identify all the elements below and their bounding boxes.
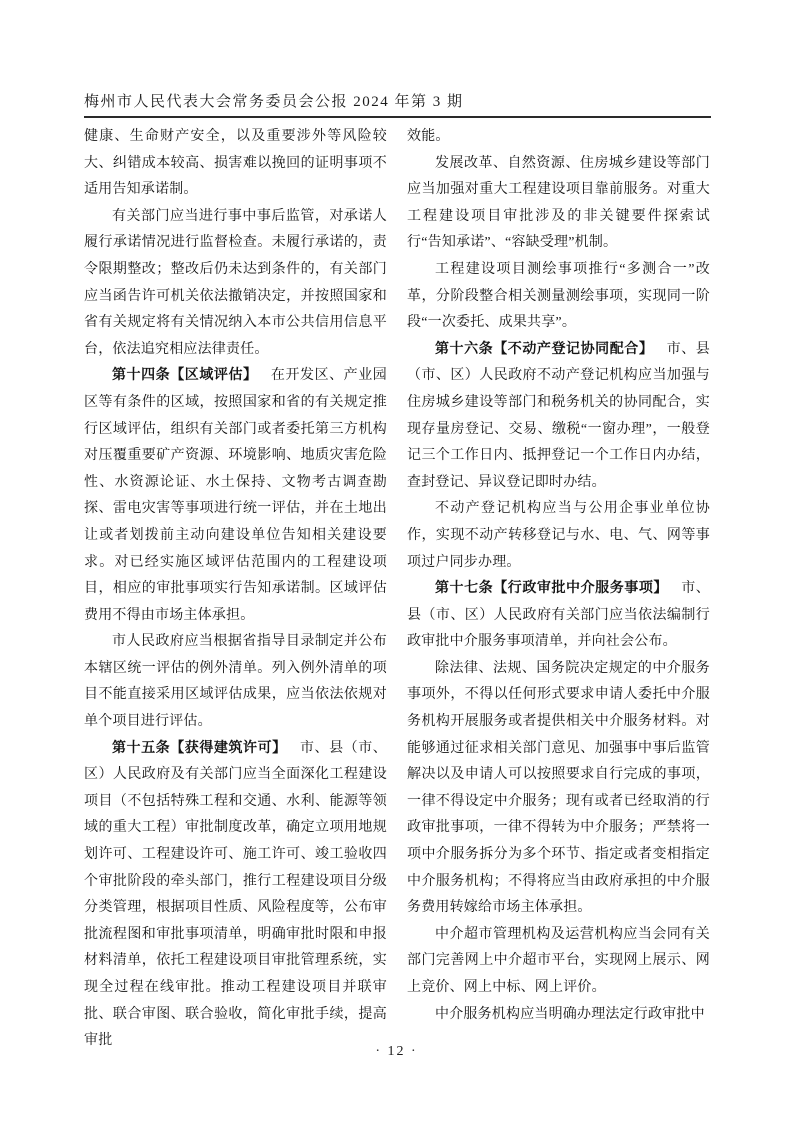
paragraph <box>84 204 387 364</box>
paragraph-text: 中介服务机构应当明确办理法定行政审批中 <box>435 1006 705 1022</box>
paragraph <box>84 124 387 204</box>
page-number: · 12 · <box>375 1044 418 1059</box>
right-column <box>407 124 710 1055</box>
two-column-body <box>84 124 711 1055</box>
paragraph-text: 市人民政府应当根据省指导目录制定并公布本辖区统一评估的例外清单。列入例外清单的项目不能直接采用区域评估成果，应当依法依规对单个项目进行评估。 <box>84 634 387 730</box>
paragraph <box>84 629 387 735</box>
article-paragraph <box>84 363 387 629</box>
article-paragraph <box>84 736 387 1055</box>
paragraph <box>407 656 710 922</box>
article-heading: 第十七条【行政审批中介服务事项】 <box>435 581 668 597</box>
article-heading: 第十五条【获得建筑许可】 <box>112 740 287 756</box>
article-paragraph <box>407 337 710 497</box>
header-divider <box>84 116 711 118</box>
paragraph <box>407 1002 710 1029</box>
paragraph-text: 工程建设项目测绘事项推行“多测合一”改革，分阶段整合相关测量测绘事项，实现同一阶段“一次委托、成果共享”。 <box>407 261 710 331</box>
left-column <box>84 124 387 1055</box>
paragraph-text: 不动产登记机构应当与公用企事业单位协作，实现不动产转移登记与水、电、气、网等事项过户同步办理。 <box>407 501 710 570</box>
paragraph-text: 市、县（市、区）人民政府及有关部门应当全面深化工程建设项目（不包括特殊工程和交通、水利、能源等领域的重大工程）审批制度改革，确定立项用地规划许可、工程建设许可、施工许可、竣工验收四个审批阶段的牵头部门，推行工程建设项目分级分类管理，根据项目性质、风险程度等，公布审批流程图和审批事项清单，明确审批时限和申报材料清单，依托工程建设项目审批管理系统，实现全过程在线审批。推动工程建设项目并联审批、联合审图、联合验收，简化审批手续，提高审批 <box>84 740 387 1049</box>
paragraph <box>407 496 710 576</box>
article-heading: 第十六条【不动产登记协同配合】 <box>435 341 654 357</box>
paragraph-text: 健康、生命财产安全，以及重要涉外等风险较大、纠错成本较高、损害难以挽回的证明事项不适用告知承诺制。 <box>84 129 387 198</box>
paragraph-text: 市、县（市、区）人民政府有关部门应当依法编制行政审批中介服务事项清单，并向社会公布。 <box>407 581 710 650</box>
paragraph <box>407 151 710 257</box>
article-paragraph <box>407 576 710 656</box>
paragraph-text: 除法律、法规、国务院决定规定的中介服务事项外，不得以任何形式要求申请人委托中介服务机构开展服务或者提供相关中介服务材料。对能够通过征求相关部门意见、加强事中事后监管解决以及申请人可以按照要求自行完成的事项，一律不得设定中介服务；现有或者已经取消的行政审批事项，一律不得转为中介服务；严禁将一项中介服务拆分为多个环节、指定或者变相指定中介服务机构；不得将应当由政府承担的中介服务费用转嫁给市场主体承担。 <box>407 660 710 916</box>
paragraph-text: 中介超市管理机构及运营机构应当会同有关部门完善网上中介超市平台，实现网上展示、网上竞价、网上中标、网上评价。 <box>407 926 710 995</box>
paragraph-text: 效能。 <box>407 129 450 144</box>
paragraph-text: 市、县（市、区）人民政府不动产登记机构应当加强与住房城乡建设等部门和税务机关的协同配合，实现存量房登记、交易、缴税“一窗办理”，一般登记三个工作日内、抵押登记一个工作日内办结，查封登记、异议登记即时办结。 <box>407 341 711 490</box>
article-heading: 第十四条【区域评估】 <box>112 368 258 384</box>
paragraph-text: 在开发区、产业园区等有条件的区域，按照国家和省的有关规定推行区域评估，组织有关部门或者委托第三方机构对压覆重要矿产资源、环境影响、地质灾害危险性、水资源论证、水土保持、文物考古调查勘探、雷电灾害等事项进行统一评估，并在土地出让或者划拨前主动向建设单位告知相关建设要求。对已经实施区域评估范围内的工程建设项目，相应的审批事项实行告知承诺制。区域评估费用不得由市场主体承担。 <box>84 368 387 623</box>
paragraph-text: 发展改革、自然资源、住房城乡建设等部门应当加强对重大工程建设项目靠前服务。对重大工程建设项目审批涉及的非关键要件探索试行“告知承诺”、“容缺受理”机制。 <box>407 155 710 251</box>
paragraph <box>407 124 710 151</box>
paragraph <box>407 922 710 1002</box>
page-header-title: 梅州市人民代表大会常务委员会公报 2024 年第 3 期 <box>84 94 464 110</box>
paragraph <box>407 257 710 337</box>
paragraph-text: 有关部门应当进行事中事后监管，对承诺人履行承诺情况进行监督检查。未履行承诺的，责令限期整改；整改后仍未达到条件的，有关部门应当函告许可机关依法撤销决定，并按照国家和省有关规定将有关情况纳入本市公共信用信息平台，依法追究相应法律责任。 <box>84 208 387 357</box>
